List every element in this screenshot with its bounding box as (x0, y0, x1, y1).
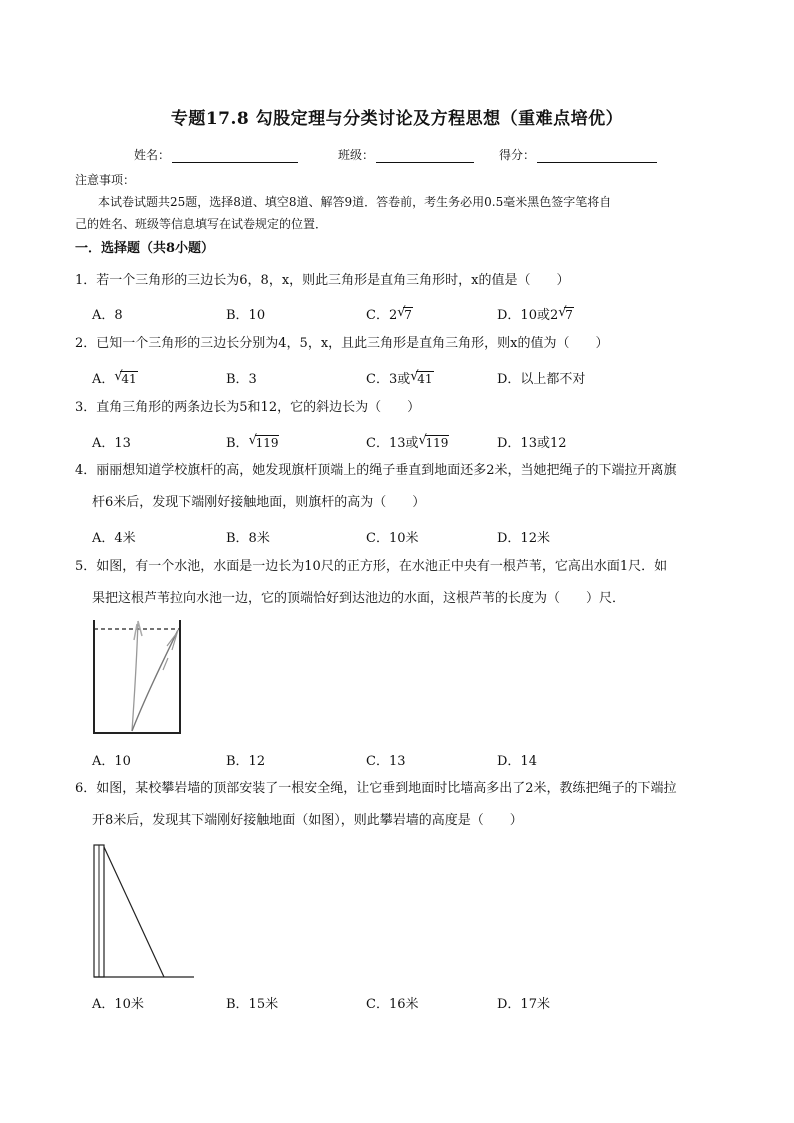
class-label: 班级： (338, 148, 375, 162)
notice-line-1: 本试卷试题共25题，选择8道、填空8道、解答9道．答卷前，考生务必用0.5毫米黑色签字笔将自 (98, 195, 612, 209)
sqrt-symbol: √ 119 (418, 433, 449, 450)
sqrt-symbol: √ 41 (114, 369, 137, 386)
notice-heading: 注意事项： (75, 173, 136, 187)
q1-option-b[interactable]: B．10 (226, 308, 266, 323)
safety-rope (104, 847, 164, 977)
q5-option-d[interactable]: D．14 (497, 754, 537, 769)
q3-option-d[interactable]: D．13或12 (497, 436, 567, 451)
q5-option-c[interactable]: C．13 (366, 754, 406, 769)
q1-option-c-text: C．2 (366, 308, 398, 323)
question-4-line-1: 4．丽丽想知道学校旗杆的高，她发现旗杆顶端上的绳子垂直到地面还多2米，当她把绳子的下端拉开离旗 (75, 463, 677, 478)
question-5-line-2: 果把这根芦苇拉向水池一边，它的顶端恰好到达池边的水面，这根芦苇的长度为（ ）尺． (92, 591, 626, 606)
q1-option-c[interactable] (366, 304, 413, 323)
q4-option-d[interactable]: D．12米 (497, 531, 550, 546)
q2-option-c[interactable] (366, 368, 434, 387)
leaning-reed-leaves (163, 630, 178, 670)
question-2-stem: 2．已知一个三角形的三边长分别为4，5，x，且此三角形是直角三角形，则x的值为（ ） (75, 336, 609, 351)
notice-line-2: 己的姓名、班级等信息填写在试卷规定的位置． (75, 217, 328, 231)
sqrt-symbol: √ 119 (248, 433, 279, 450)
radicand: 7 (565, 308, 573, 322)
q2-option-d[interactable]: D．以上都不对 (497, 372, 586, 387)
q5-option-b[interactable]: B．12 (226, 754, 266, 769)
q6-option-b[interactable]: B．15米 (226, 997, 279, 1012)
sqrt-symbol: √ 41 (410, 369, 433, 386)
leaning-reed (132, 630, 178, 731)
q4-option-c[interactable]: C．10米 (366, 531, 419, 546)
q6-option-c[interactable]: C．16米 (366, 997, 419, 1012)
q3-option-b-text: B． (226, 436, 249, 451)
pond-reed-figure (88, 618, 186, 736)
q2-option-a-text: A． (92, 372, 115, 387)
sqrt-symbol: √ 7 (558, 305, 573, 322)
q6-option-a[interactable]: A．10米 (92, 997, 144, 1012)
q1-option-d[interactable] (497, 304, 574, 323)
q3-option-c[interactable] (366, 432, 449, 451)
q3-option-b[interactable] (226, 432, 279, 451)
question-1-stem: 1．若一个三角形的三边长为6，8，x，则此三角形是直角三角形时，x的值是（ ） (75, 273, 570, 288)
class-field[interactable] (338, 146, 474, 163)
radicand: 119 (425, 436, 449, 450)
radicand: 119 (255, 436, 279, 450)
radicand: 41 (121, 372, 137, 386)
class-underline[interactable] (376, 150, 474, 163)
radicand: 7 (404, 308, 412, 322)
q2-option-c-text: C．3或 (366, 372, 411, 387)
question-6-line-1: 6．如图，某校攀岩墙的顶部安装了一根安全绳，让它垂到地面时比墙高多出了2米，教练把绳子的下端拉 (75, 781, 677, 796)
question-3-stem: 3．直角三角形的两条边长为5和12，它的斜边长为（ ） (75, 400, 421, 415)
q4-option-b[interactable]: B．8米 (226, 531, 270, 546)
q6-option-d[interactable]: D．17米 (497, 997, 550, 1012)
name-underline[interactable] (172, 150, 298, 163)
q2-option-b[interactable]: B．3 (226, 372, 257, 387)
q3-option-a[interactable]: A．13 (92, 436, 131, 451)
score-field[interactable] (499, 146, 657, 163)
question-5-line-1: 5．如图，有一个水池，水面是一边长为10尺的正方形，在水池正中央有一根芦苇，它高出水面1尺．如 (75, 559, 668, 574)
q2-option-a[interactable] (92, 368, 138, 387)
name-field[interactable] (134, 146, 298, 163)
score-label: 得分： (499, 148, 536, 162)
page-title: 专题17.8 勾股定理与分类讨论及方程思想（重难点培优） (170, 109, 624, 129)
question-6-line-2: 开8米后，发现其下端刚好接触地面（如图），则此攀岩墙的高度是（ ） (92, 813, 523, 828)
radicand: 41 (417, 372, 433, 386)
q4-option-a[interactable]: A．4米 (92, 531, 136, 546)
score-underline[interactable] (537, 150, 657, 163)
q1-option-a[interactable]: A．8 (92, 308, 123, 323)
q5-option-a[interactable]: A．10 (92, 754, 131, 769)
q1-option-d-text: D．10或2 (497, 308, 559, 323)
name-label: 姓名： (134, 148, 171, 162)
section-heading: 一．选择题（共8小题） (75, 241, 215, 256)
climbing-wall-figure (90, 842, 200, 980)
question-4-line-2: 杆6米后，发现下端刚好接触地面，则旗杆的高为（ ） (92, 495, 426, 510)
sqrt-symbol: √ 7 (397, 305, 412, 322)
q3-option-c-text: C．13或 (366, 436, 419, 451)
